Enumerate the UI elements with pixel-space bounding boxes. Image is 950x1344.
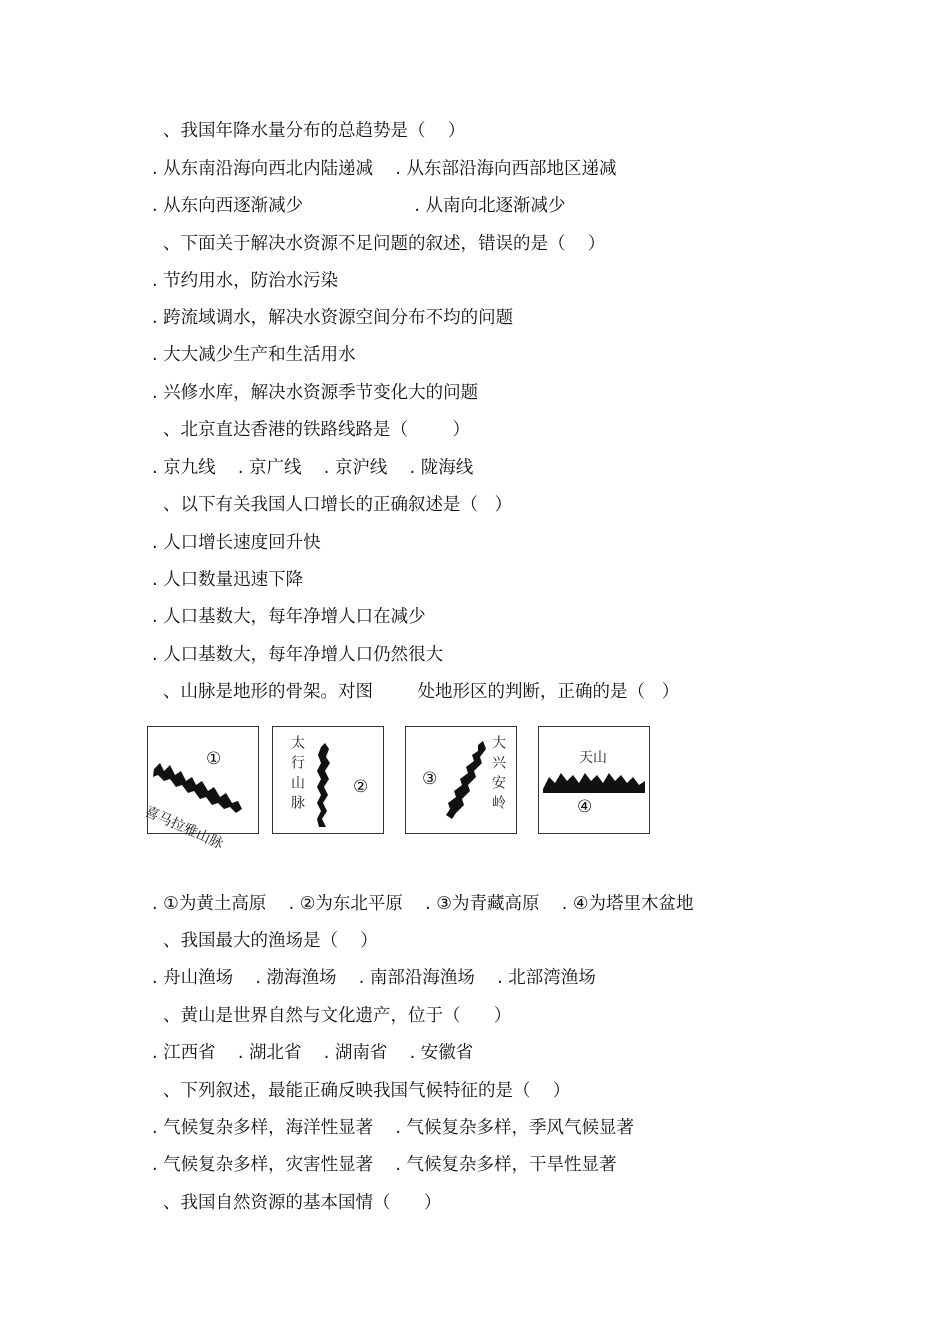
figure-4-label: 天山 xyxy=(579,750,607,766)
question-2-option-a: . 节约用水，防治水污染 xyxy=(152,271,339,291)
figure-3-number: ③ xyxy=(422,769,438,789)
figure-1-himalaya xyxy=(142,726,259,853)
figure-2-label: 太行山脉 xyxy=(289,735,305,815)
question-3: 、北京直达香港的铁路线路是（ ） xyxy=(163,420,471,440)
question-3-options: . 京九线 . 京广线 . 京沪线 . 陇海线 xyxy=(152,458,474,478)
figure-4-tianshan xyxy=(538,726,650,834)
question-8: 、下列叙述，最能正确反映我国气候特征的是（ ） xyxy=(163,1081,571,1101)
question-4-option-c: . 人口基数大，每年净增人口在减少 xyxy=(152,607,426,627)
question-2-option-c: . 大大减少生产和生活用水 xyxy=(152,345,356,365)
figure-2-number: ② xyxy=(353,777,369,797)
question-5-options: . ①为黄土高原 . ②为东北平原 . ③为青藏高原 . ④为塔里木盆地 xyxy=(152,894,694,914)
question-9: 、我国自然资源的基本国情（ ） xyxy=(163,1193,442,1213)
question-4-option-a: . 人口增长速度回升快 xyxy=(152,533,321,553)
question-2-option-b: . 跨流域调水，解决水资源空间分布不均的问题 xyxy=(152,308,514,328)
question-7: 、黄山是世界自然与文化遗产，位于（ ） xyxy=(163,1006,512,1026)
question-7-options: . 江西省 . 湖北省 . 湖南省 . 安徽省 xyxy=(152,1043,474,1063)
figure-1-number: ① xyxy=(206,749,222,769)
figure-2-taihang xyxy=(272,726,384,834)
question-1-options-cd: . 从东向西逐渐减少 . 从南向北逐渐减少 xyxy=(152,196,566,216)
figure-3-label: 大兴安岭 xyxy=(490,735,506,815)
question-4-option-b: . 人口数量迅速下降 xyxy=(152,570,304,590)
question-2: 、下面关于解决水资源不足问题的叙述，错误的是（ ） xyxy=(163,234,606,254)
question-4-option-d: . 人口基数大，每年净增人口仍然很大 xyxy=(152,645,444,665)
question-1: 、我国年降水量分布的总趋势是（ ） xyxy=(163,121,466,141)
question-2-option-d: . 兴修水库，解决水资源季节变化大的问题 xyxy=(152,383,479,403)
figure-1-label: 喜马拉雅山脉 xyxy=(142,803,226,853)
question-6-options: . 舟山渔场 . 渤海渔场 . 南部沿海渔场 . 北部湾渔场 xyxy=(152,968,596,988)
question-4: 、以下有关我国人口增长的正确叙述是（ ） xyxy=(163,495,513,515)
figure-3-daxinganling xyxy=(405,726,517,834)
question-8-options-ab: . 气候复杂多样，海洋性显著 . 气候复杂多样，季风气候显著 xyxy=(152,1118,635,1138)
question-8-options-cd: . 气候复杂多样，灾害性显著 . 气候复杂多样，干旱性显著 xyxy=(152,1155,617,1175)
figure-4-number: ④ xyxy=(577,797,593,817)
question-5: 、山脉是地形的骨架。对图 处地形区的判断，正确的是（ ） xyxy=(163,682,680,702)
mountain-range-icon xyxy=(539,727,651,835)
question-6: 、我国最大的渔场是（ ） xyxy=(163,931,378,951)
question-1-options-ab: . 从东南沿海向西北内陆递减 . 从东部沿海向西部地区递减 xyxy=(152,159,617,179)
